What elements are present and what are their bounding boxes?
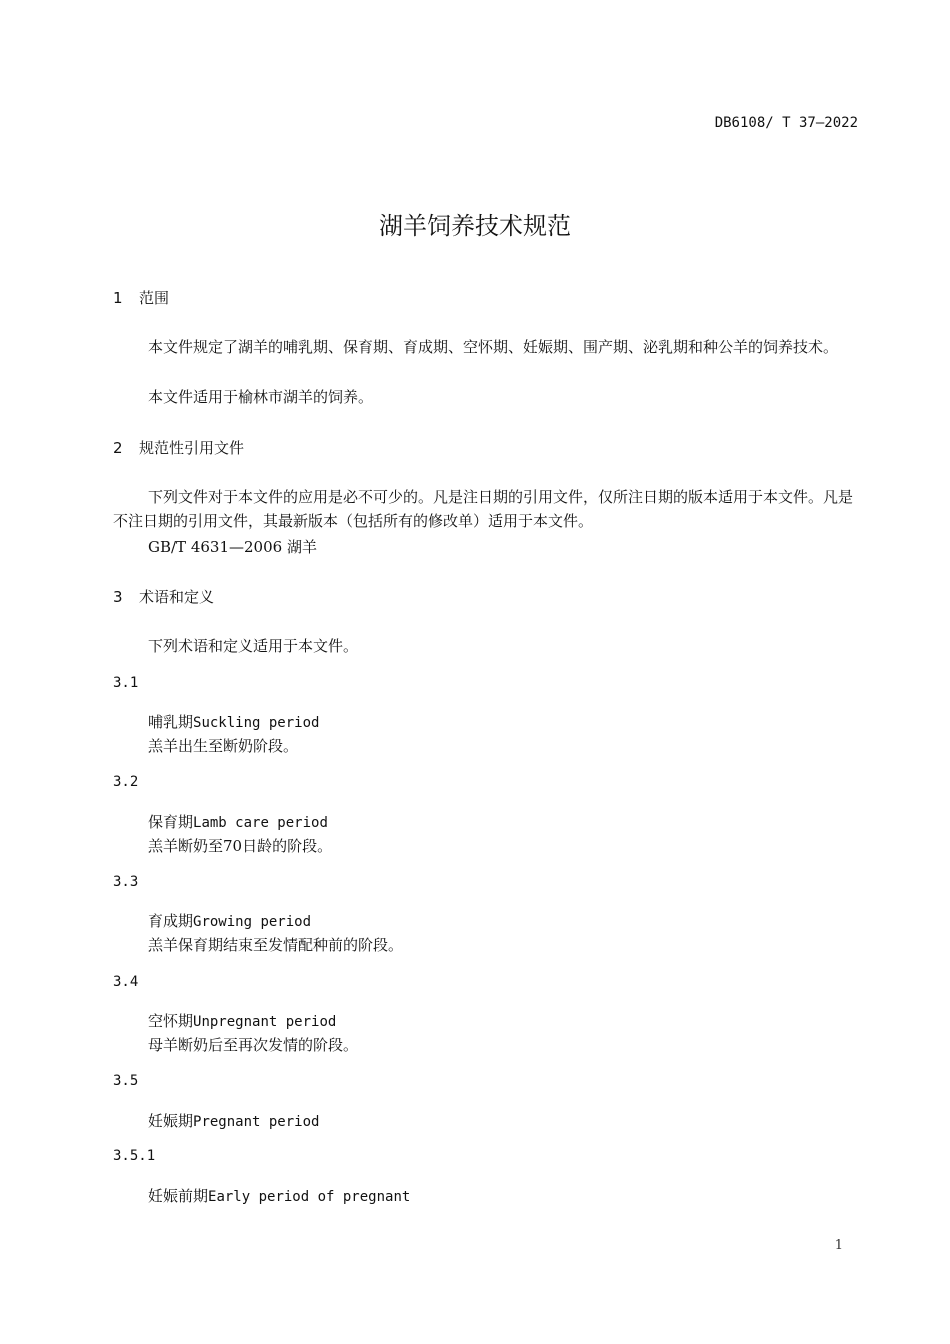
term-definition: 羔羊出生至断奶阶段。	[148, 737, 299, 755]
term-number: 3.5.1	[113, 1148, 156, 1164]
section-title: 范围	[139, 289, 170, 307]
term-zh: 哺乳期	[148, 713, 194, 731]
term-definition: 羔羊断奶至70日龄的阶段。	[148, 837, 333, 855]
term-en: Pregnant period	[193, 1114, 320, 1130]
term-number: 3.3	[113, 874, 139, 890]
term-number: 3.2	[113, 774, 139, 790]
term-en: Suckling period	[193, 715, 320, 731]
term-heading	[148, 811, 328, 832]
term-en: Growing period	[193, 914, 312, 930]
term-definition: 羔羊保育期结束至发情配种前的阶段。	[148, 936, 404, 954]
page-title: 湖羊饲养技术规范	[379, 212, 571, 240]
section-heading-3	[113, 586, 214, 607]
term-zh: 保育期	[148, 813, 194, 831]
document-code: DB6108/ T 37—2022	[714, 115, 858, 131]
term-zh: 妊娠期	[148, 1112, 194, 1130]
term-en: Lamb care period	[193, 815, 328, 831]
term-heading	[148, 1010, 336, 1031]
term-zh: 妊娠前期	[148, 1187, 209, 1205]
term-heading	[148, 1185, 410, 1206]
term-heading	[148, 711, 319, 732]
section-number: 3	[113, 588, 123, 606]
section-number: 1	[113, 289, 123, 307]
reference-item: GB/T 4631—2006 湖羊	[148, 538, 317, 556]
term-en: Unpregnant period	[193, 1014, 337, 1030]
section-heading-2	[113, 437, 244, 458]
term-heading	[148, 910, 311, 931]
page-number: 1	[834, 1238, 843, 1253]
section-title: 规范性引用文件	[139, 439, 245, 457]
term-zh: 空怀期	[148, 1012, 194, 1030]
paragraph: 本文件适用于榆林市湖羊的饲养。	[148, 388, 374, 406]
term-number: 3.4	[113, 974, 139, 990]
section-title: 术语和定义	[139, 588, 215, 606]
section-number: 2	[113, 439, 123, 457]
paragraph: 下列术语和定义适用于本文件。	[148, 637, 359, 655]
section-heading-1	[113, 287, 169, 308]
term-zh: 育成期	[148, 912, 194, 930]
term-en: Early period of pregnant	[208, 1189, 411, 1205]
term-number: 3.1	[113, 675, 139, 691]
term-heading	[148, 1110, 319, 1131]
paragraph: 本文件规定了湖羊的哺乳期、保育期、育成期、空怀期、妊娠期、围产期、泌乳期和种公羊的饲养技术。	[148, 338, 839, 356]
term-number: 3.5	[113, 1073, 139, 1089]
paragraph: 下列文件对于本文件的应用是必不可少的。凡是注日期的引用文件，仅所注日期的版本适用于本文件。凡是不注日期的引用文件，其最新版本（包括所有的修改单）适用于本文件。	[113, 488, 854, 530]
term-definition: 母羊断奶后至再次发情的阶段。	[148, 1036, 359, 1054]
